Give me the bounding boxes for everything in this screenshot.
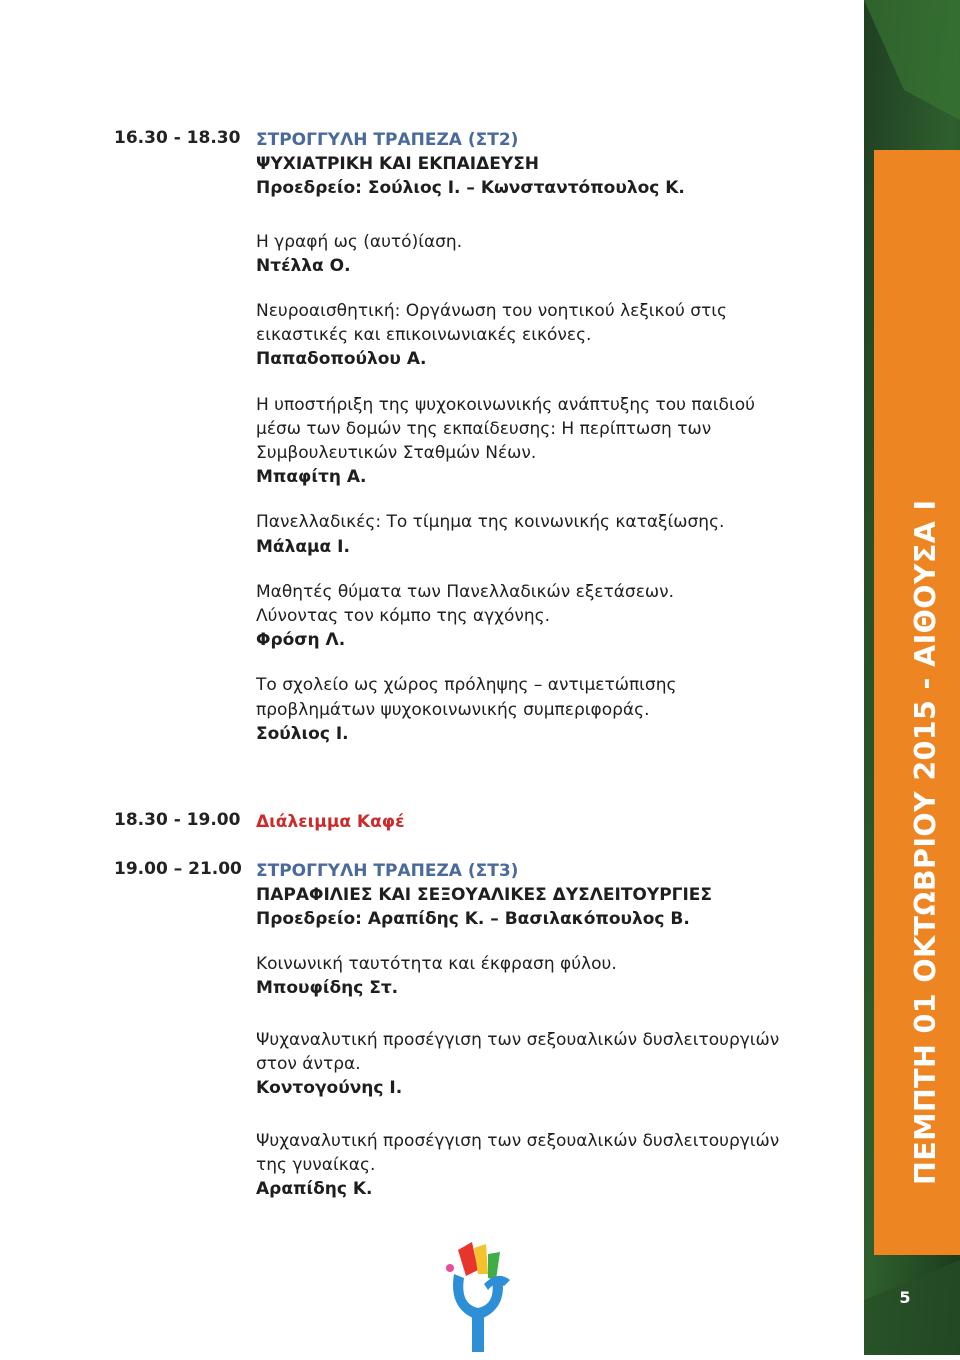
talk-item xyxy=(256,393,856,490)
talk-speaker: Κοντογούνης Ι. xyxy=(256,1078,403,1099)
talk-title: Η γραφή ως (αυτό)ίαση. xyxy=(256,231,463,252)
talk-title: εικαστικές και επικοινωνιακές εικόνες. xyxy=(256,325,592,346)
session-chairs: Προεδρείο: Αραπίδης Κ. – Βασιλακόπουλος Β. xyxy=(256,909,690,930)
session-title: ΣΤΡΟΓΓΥΛΗ ΤΡΑΠΕΖΑ (ΣΤ2) xyxy=(256,130,519,150)
talk-title: προβλημάτων ψυχοκοινωνικής συμπεριφοράς. xyxy=(256,699,650,720)
conference-logo xyxy=(438,1240,524,1356)
session-title: ΣΤΡΟΓΓΥΛΗ ΤΡΑΠΕΖΑ (ΣΤ3) xyxy=(256,861,519,881)
talk-speaker: Ντέλλα Ο. xyxy=(256,255,351,276)
talk-item xyxy=(256,580,856,653)
talk-speaker: Σούλιος Ι. xyxy=(256,723,349,744)
session-chairs: Προεδρείο: Σούλιος Ι. – Κωνσταντόπουλος Κ. xyxy=(256,178,685,199)
talk-item xyxy=(256,1129,856,1202)
talk-title: στον άντρα. xyxy=(256,1054,361,1075)
talk-title: μέσω των δομών της εκπαίδευσης: Η περίπτωση των xyxy=(256,418,712,439)
talk-item xyxy=(256,230,856,278)
talk-title: Συμβουλευτικών Σταθμών Νέων. xyxy=(256,443,537,464)
talk-title: Νευροαισθητική: Οργάνωση του νοητικού λεξικού στις xyxy=(256,301,727,322)
break-label: Διάλειμμα Καφέ xyxy=(256,812,405,832)
talk-title: Κοινωνική ταυτότητα και έκφραση φύλου. xyxy=(256,953,617,974)
talk-item xyxy=(256,510,856,558)
talk-speaker: Μπαφίτη Α. xyxy=(256,467,367,488)
talk-title: Μαθητές θύματα των Πανελλαδικών εξετάσεων. xyxy=(256,581,675,602)
talk-speaker: Παπαδοπούλου Α. xyxy=(256,349,427,370)
talk-title: Ψυχαναλυτική προσέγγιση των σεξουαλικών δυσλειτουργιών xyxy=(256,1030,780,1051)
break-time: 18.30 - 19.00 xyxy=(114,810,241,830)
talk-title: Η υποστήριξη της ψυχοκοινωνικής ανάπτυξης του παιδιού xyxy=(256,394,755,415)
talk-title: Πανελλαδικές: Το τίμημα της κοινωνικής καταξίωσης. xyxy=(256,512,725,533)
talk-speaker: Φρόση Λ. xyxy=(256,630,346,651)
date-room-label: ΠΕΜΠΤΗ 01 ΟΚΤΩΒΡΙΟΥ 2015 - ΑΙΘΟΥΣΑ Ι xyxy=(909,499,942,1185)
talk-speaker: Αραπίδης Κ. xyxy=(256,1179,373,1200)
talk-item xyxy=(256,1028,856,1101)
talk-item xyxy=(256,299,856,372)
talk-title: της γυναίκας. xyxy=(256,1154,376,1175)
session-subtitle: ΨΥΧΙΑΤΡΙΚΗ ΚΑΙ ΕΚΠΑΙΔΕΥΣΗ xyxy=(256,154,540,175)
talk-item xyxy=(256,673,856,746)
talk-speaker: Μάλαμα Ι. xyxy=(256,536,350,557)
page-number: 5 xyxy=(899,1288,911,1307)
talk-title: Λύνοντας τον κόμπο της αγχόνης. xyxy=(256,606,551,627)
talk-item xyxy=(256,952,856,1000)
talk-speaker: Μπουφίδης Στ. xyxy=(256,977,399,998)
session-time: 19.00 – 21.00 xyxy=(114,859,242,879)
talk-title: Ψυχαναλυτική προσέγγιση των σεξουαλικών δυσλειτουργιών xyxy=(256,1130,780,1151)
session-subtitle: ΠΑΡΑΦΙΛΙΕΣ ΚΑΙ ΣΕΞΟΥΑΛΙΚΕΣ ΔΥΣΛΕΙΤΟΥΡΓΙΕΣ xyxy=(256,885,713,906)
talk-title: Το σχολείο ως χώρος πρόληψης – αντιμετώπισης xyxy=(256,675,677,696)
session-time: 16.30 - 18.30 xyxy=(114,128,241,148)
